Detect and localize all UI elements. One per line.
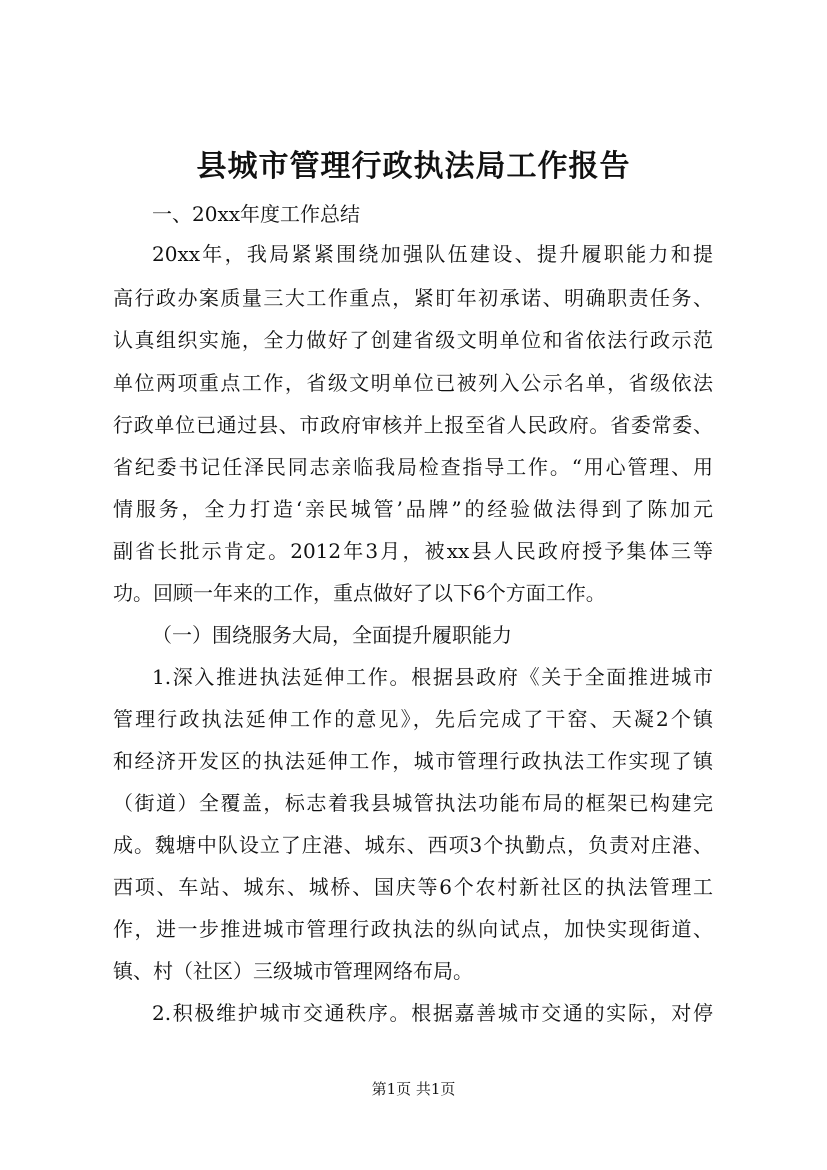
page-number: 第1页 共1页 [371, 1080, 456, 1098]
section-heading: 一、20xx年度工作总结 [152, 202, 361, 226]
paragraph-line: 行政单位已通过县、市政府审核并上报至省人民政府。省委常委、 [113, 413, 713, 437]
paragraph-line: 2.积极维护城市交通秩序。根据嘉善城市交通的实际，对停 [152, 1001, 713, 1025]
paragraph-line: 副省长批示肯定。2012年3月，被xx县人民政府授予集体三等 [113, 539, 713, 563]
paragraph-line: 高行政办案质量三大工作重点，紧盯年初承诺、明确职责任务、 [113, 286, 713, 310]
paragraph-line: 和经济开发区的执法延伸工作，城市管理行政执法工作实现了镇 [113, 749, 713, 773]
subsection-heading: （一）围绕服务大局，全面提升履职能力 [152, 623, 512, 647]
paragraph-line: 省纪委书记任泽民同志亲临我局检查指导工作。“用心管理、用 [113, 455, 713, 479]
document-title: 县城市管理行政执法局工作报告 [196, 149, 631, 184]
paragraph-line: 认真组织实施，全力做好了创建省级文明单位和省依法行政示范 [113, 328, 713, 352]
paragraph-line: （街道）全覆盖，标志着我县城管执法功能布局的框架已构建完 [113, 791, 713, 815]
paragraph-line: 成。魏塘中队设立了庄港、城东、西项3个执勤点，负责对庄港、 [113, 833, 713, 857]
paragraph-line: 单位两项重点工作，省级文明单位已被列入公示名单，省级依法 [113, 371, 713, 395]
paragraph-line: 20xx年，我局紧紧围绕加强队伍建设、提升履职能力和提 [152, 242, 713, 266]
paragraph-line: 1.深入推进执法延伸工作。根据县政府《关于全面推进城市 [152, 665, 713, 689]
paragraph-line: 管理行政执法延伸工作的意见》，先后完成了干窑、天凝2个镇 [113, 707, 713, 731]
paragraph-line: 功。回顾一年来的工作，重点做好了以下6个方面工作。 [113, 581, 606, 605]
paragraph-line: 镇、村（社区）三级城市管理网络布局。 [113, 959, 473, 983]
paragraph-line: 作，进一步推进城市管理行政执法的纵向试点，加快实现街道、 [113, 917, 713, 941]
paragraph-line: 情服务，全力打造‘亲民城管’品牌”的经验做法得到了陈加元 [113, 497, 713, 521]
paragraph-line: 西项、车站、城东、城桥、国庆等6个农村新社区的执法管理工 [113, 875, 713, 899]
